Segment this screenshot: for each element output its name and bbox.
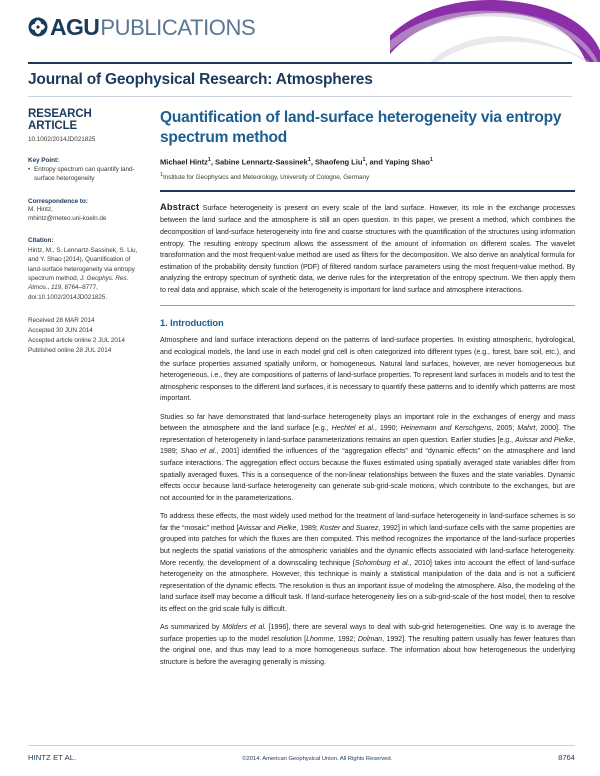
article-content [0, 97, 600, 669]
jgr-label: JGR [482, 22, 510, 37]
publications-brand-text: PUBLICATIONS [100, 14, 256, 40]
abstract-text: Surface heterogeneity is present on every scale of the land surface. However, its role in the exchange processes between the land surface and the atmosphere is still an open question. In this paper, we present a method, which combines the decomposition of land-surface heterogeneity into fine and coarse structures with the quantification of the structures using information entropy. The resulting entropy spectrum allows the assessment of the amount of information on different scales. The wavelet transformation and the most frequent-value method are used as filters for the decomposition. We also derive an analytical formula for estimation of the probability density function (PDF) of filtered random surface parameters using the most frequent-value method. By analyzing the entropy spectrum of synthetic data, we derive rules for the interpretation of the entropy spectrum. We then apply them to real data and appraise, which scale of the heterogeneity is important for land surface and atmosphere interactions. [160, 204, 575, 294]
citation-journal-name: J. Geophys. Res. Atmos. [28, 274, 129, 292]
citation-part-1: Hintz, M., S. Lennartz-Sassinek, S. Liu, and Y. Shao (2014), Quantification of land-surface heterogeneity via entropy spectrum method, [28, 247, 138, 282]
abstract-block [160, 200, 575, 296]
journal-name: Journal of Geophysical Research: Atmospheres [28, 71, 373, 88]
divider-abstract [160, 305, 575, 306]
publication-dates [28, 316, 141, 356]
key-point-heading: Key Point: [28, 157, 60, 164]
jgr-badge [390, 0, 600, 62]
citation-text [28, 246, 141, 302]
section-heading-introduction: 1. Introduction [160, 317, 224, 329]
correspondence-email[interactable]: mhintz@meteo.uni-koeln.de [28, 214, 107, 222]
date-received: Received 28 MAR 2014 [28, 316, 95, 324]
citation-part-3: , 8764–8777, doi:10.1002/2014JD021825. [28, 284, 108, 301]
doi-text[interactable]: 10.1002/2014JD021825 [28, 136, 96, 143]
affiliation: $^1$Institute for Geophysics and Meteorology, University of Cologne, Germany [160, 172, 370, 182]
paragraph: As summarized by Mölders et al. [1996], there are several ways to deal with sub-grid heterogeneities. One way is to average the surface properties up to the model resolution [Lhomme, 1992; Dolman, 1992]. The resulting pattern usually has fewer features than the original one, and thus may lead to a more homogeneous surface. The information about how heterogeneous the underlying structure is before the averaging generally is missing. [160, 623, 575, 667]
citation-volume: 119 [51, 284, 62, 292]
divider-top [160, 190, 575, 192]
agu-swirl-icon [28, 17, 48, 37]
paragraph: To address these effects, the most widely used method for the treatment of land-surface heterogeneity in land-surface schemes is so far the “mosaic” method [Avissar and Pielke, 1989; Koster and Suarez, 1992] in which land-surface cells with the same properties are grouped into patches for which the fluxes are then computed. This method recognizes the importance of the land-surface properties but neglects the spatial variations of the atmospheric variables and the dynamic effects associated with land-surface heterogeneity. More recently, the development of a downscaling technique [Schomburg et al., 2010] takes into account the effect of land-surface heterogeneity on the atmosphere. However, this technique is mainly a statistical manipulation of the data and is not a sufficient representation of the dynamic effects. The resolution is thus an important issue of modeling the atmosphere. Also, the modeling of the land surface itself may become a difficult task. If land-surface heterogeneity lies on a sub-grid-scale of the host model, then to resolve its effect on the grid scale fully is difficult. [160, 512, 575, 613]
footer-authors: HINTZ ET AL. [28, 753, 77, 762]
correspondence-name: M. Hintz, [28, 205, 53, 213]
paragraph: Atmosphere and land surface interactions depend on the patterns of land-surface properties. In existing atmospheric, hydrological, and ecological models, the land use in each model grid cell is often categorized into different types (e.g., forest, bare soil, etc.), and the surface properties assumed spatially uniform, or homogeneous. Natural land surfaces, however, are never homogeneous but heterogeneous, i.e., they are compositions of patterns of land-surface properties. To represent land surfaces in models and to test the atmospheric responses to the different land surfaces, it is necessary to quantify these patterns and to identify which patterns are most important. [160, 336, 575, 403]
article-type-label: RESEARCH ARTICLE [28, 108, 92, 132]
date-accepted-online: Accepted article online 2 JUL 2014 [28, 336, 125, 344]
page-footer [28, 745, 575, 762]
key-point-item: • Entropy spectrum can quantify land-surface heterogeneity [28, 165, 141, 184]
date-published-online: Published online 28 JUL 2014 [28, 346, 112, 354]
correspondence-heading: Correspondence to: [28, 197, 88, 205]
date-accepted: Accepted 30 JUN 2014 [28, 326, 93, 334]
author-list: Michael Hintz$^1$, Sabine Lennartz-Sassinek$^1$, Shaofeng Liu$^1$, and Yaping Shao$^1$ [160, 156, 433, 167]
citation-part-2: , [47, 284, 52, 292]
masthead [0, 0, 600, 62]
journal-title-bar [28, 62, 572, 97]
abstract-label: Abstract [160, 202, 200, 213]
key-points-list [28, 165, 141, 184]
article-main-column [151, 108, 575, 669]
paragraph: Studies so far have demonstrated that land-surface heterogeneity plays an important role in the exchanges of energy and mass between the atmosphere and the land surface [e.g., Hechtel et al., 1990; Heinemann and Kerschgens, 2005; Mahrt, 2000]. The representation of heterogeneity in land-surface parameterizations remains an open question. Earlier studies [e.g., Avissar and Pielke, 1989; Shao et al., 2001] identified the influences of the “aggregation effects” and “dynamic effects” on the atmosphere and land surface interactions. The aggregation effect occurs because the fluxes estimated using spatially averaged state variables differ from spatially averaged fluxes. This is a consequence of the non-linear relationships between the fluxes and the state variables. Dynamic effects occur because land-surface heterogeneity can generate sub-grid-scale motions, which contribute to the exchanges, but are not accounted for in the parameterizations. [160, 412, 576, 502]
article-sidebar [28, 108, 151, 669]
footer-copyright: ©2014. American Geophysical Union. All Rights Reserved. [242, 756, 393, 762]
page-title: Quantification of land-surface heterogeneity via entropy spectrum method [160, 109, 562, 146]
footer-page-number: 8764 [558, 753, 575, 762]
agu-brand-text: AGU [50, 13, 100, 40]
citation-heading: Citation: [28, 237, 54, 245]
